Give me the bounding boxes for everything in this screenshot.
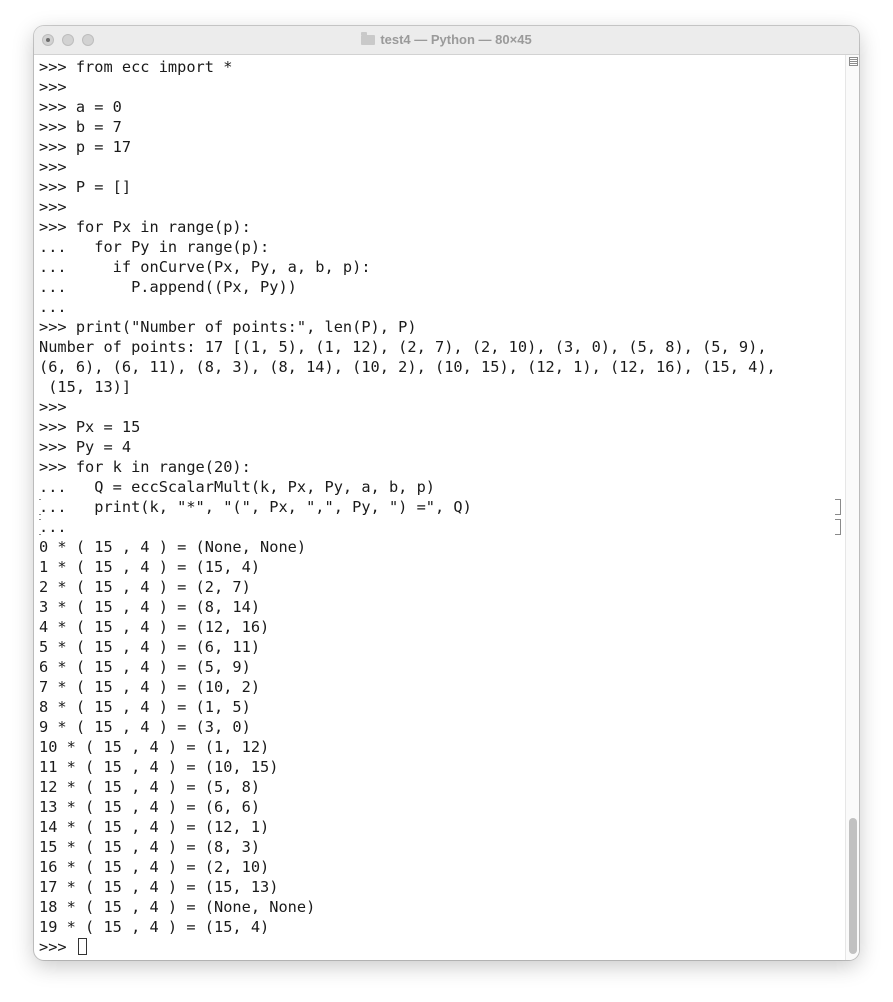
line-mark-right-icon <box>835 519 841 535</box>
cursor-block-icon <box>78 938 87 955</box>
terminal-line: >>> p = 17 <box>39 138 132 156</box>
terminal-line: >>> for Px in range(p): <box>39 218 251 236</box>
terminal-line: 18 * ( 15 , 4 ) = (None, None) <box>39 898 316 916</box>
line-mark-left-icon <box>39 519 41 535</box>
terminal-line: 2 * ( 15 , 4 ) = (2, 7) <box>39 578 251 596</box>
terminal-line: (6, 6), (6, 11), (8, 3), (8, 14), (10, 2), (10, 15), (12, 1), (12, 16), (15, 4), <box>39 358 776 376</box>
folder-icon <box>361 35 375 45</box>
terminal-line: >>> P = [] <box>39 178 132 196</box>
terminal-line: 11 * ( 15 , 4 ) = (10, 15) <box>39 758 279 776</box>
terminal-line: ... <box>39 517 841 537</box>
title-bar[interactable] <box>34 26 859 55</box>
terminal-line: 15 * ( 15 , 4 ) = (8, 3) <box>39 838 261 856</box>
window-title: test4 — Python — 80×45 <box>380 32 532 47</box>
terminal-line: 19 * ( 15 , 4 ) = (15, 4) <box>39 918 270 936</box>
terminal-line: >>> from ecc import * <box>39 58 233 76</box>
terminal-line: ... Q = eccScalarMult(k, Px, Py, a, b, p) <box>39 478 436 496</box>
terminal-line: 0 * ( 15 , 4 ) = (None, None) <box>39 538 307 556</box>
terminal-prompt-line[interactable] <box>39 937 841 957</box>
terminal-line: >>> for k in range(20): <box>39 458 251 476</box>
terminal-prompt: >>> <box>39 938 76 956</box>
vertical-scrollbar[interactable] <box>845 55 859 960</box>
scroll-split-icon[interactable] <box>849 57 858 66</box>
terminal-line: >>> print("Number of points:", len(P), P) <box>39 318 417 336</box>
terminal-line: 17 * ( 15 , 4 ) = (15, 13) <box>39 878 279 896</box>
terminal-line: >>> Px = 15 <box>39 418 141 436</box>
terminal-line: 14 * ( 15 , 4 ) = (12, 1) <box>39 818 270 836</box>
terminal-line: 13 * ( 15 , 4 ) = (6, 6) <box>39 798 261 816</box>
terminal-line: 1 * ( 15 , 4 ) = (15, 4) <box>39 558 261 576</box>
terminal-line: 8 * ( 15 , 4 ) = (1, 5) <box>39 698 251 716</box>
terminal-line: ... P.append((Px, Py)) <box>39 278 297 296</box>
terminal-line: >>> b = 7 <box>39 118 122 136</box>
terminal-output[interactable] <box>39 57 841 957</box>
terminal-window <box>34 26 859 960</box>
terminal-line: 10 * ( 15 , 4 ) = (1, 12) <box>39 738 270 756</box>
terminal-line: 9 * ( 15 , 4 ) = (3, 0) <box>39 718 251 736</box>
terminal-line: ... print(k, "*", "(", Px, ",", Py, ") =", Q) <box>39 497 841 517</box>
terminal-line: 12 * ( 15 , 4 ) = (5, 8) <box>39 778 261 796</box>
terminal-line: >>> <box>39 78 67 96</box>
line-mark-left-icon <box>39 499 41 515</box>
scroll-thumb[interactable] <box>849 818 857 954</box>
terminal-line: ... for Py in range(p): <box>39 238 270 256</box>
terminal-line: 6 * ( 15 , 4 ) = (5, 9) <box>39 658 251 676</box>
terminal-line: ... <box>39 298 67 316</box>
terminal-line: >>> a = 0 <box>39 98 122 116</box>
terminal-line: (15, 13)] <box>39 378 132 396</box>
terminal-line: >>> <box>39 158 67 176</box>
terminal-line: >>> <box>39 198 67 216</box>
terminal-line: ... if onCurve(Px, Py, a, b, p): <box>39 258 371 276</box>
terminal-line: >>> <box>39 398 67 416</box>
window-title-container <box>34 32 859 47</box>
terminal-line: >>> Py = 4 <box>39 438 132 456</box>
line-mark-right-icon <box>835 499 841 515</box>
terminal-line: 3 * ( 15 , 4 ) = (8, 14) <box>39 598 261 616</box>
terminal-line: 4 * ( 15 , 4 ) = (12, 16) <box>39 618 270 636</box>
terminal-line: 16 * ( 15 , 4 ) = (2, 10) <box>39 858 270 876</box>
terminal-line: Number of points: 17 [(1, 5), (1, 12), (2, 7), (2, 10), (3, 0), (5, 8), (5, 9), <box>39 338 767 356</box>
terminal-line: 7 * ( 15 , 4 ) = (10, 2) <box>39 678 261 696</box>
terminal-line: 5 * ( 15 , 4 ) = (6, 11) <box>39 638 261 656</box>
